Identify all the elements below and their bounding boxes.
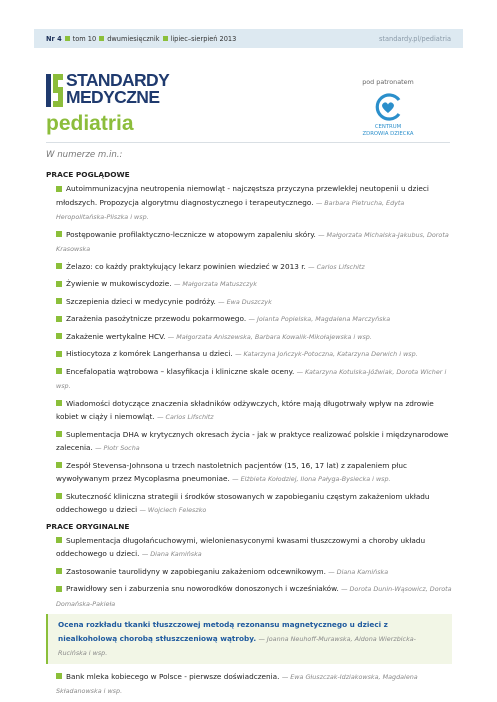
article-authors: — Carlos Lifschitz (308, 262, 365, 271)
logo-wordmark (66, 72, 169, 106)
article-authors: — Małgorzata Michalska-Jakubus, Dorota Krasowska (56, 230, 449, 253)
frequency: dwumiesięcznik (107, 34, 160, 43)
article-title: Wiadomości dotyczące znaczenia składników odżywczych, które mają długotrwały wpływ na zdrowie kobiet w ciąży i niemowląt. (56, 398, 434, 421)
top-bar (34, 29, 463, 48)
article-authors: — Piotr Socha (95, 444, 140, 452)
logo-line-1: STANDARDY (66, 70, 170, 90)
article-authors: — Katarzyna Jończyk-Potoczna, Katarzyna Derwich i wsp. (235, 350, 418, 358)
article-title: Bank mleka kobiecego w Polsce - pierwsze doświadczenia. (66, 671, 280, 681)
journal-subtitle: pediatria (46, 112, 134, 135)
article-title: Suplementacja długołańcuchowymi, wielonienasyconymi kwasami tłuszczowymi a choroby układu oddechowego u dzieci. (56, 535, 426, 558)
volume: tom 10 (72, 34, 97, 43)
article-title: Postępowanie profilaktyczno-lecznicze w atopowym zapaleniu skóry. (66, 229, 316, 239)
section-title: PRACE ORYGINALNE (46, 521, 130, 531)
bullet-square-icon (56, 400, 62, 406)
article-item[interactable] (46, 582, 452, 611)
article-authors: — Joanna Neuhoff-Murawska, Aldona Wierzbicka-Rucińska i wsp. (58, 634, 416, 657)
logo-mark-icon (46, 74, 63, 107)
article-item[interactable] (46, 428, 452, 456)
article-item[interactable] (46, 260, 452, 275)
article-title: Zastosowanie taurolidyny w zapobieganiu zakażeniom odcewnikowym. (66, 566, 326, 576)
heart-logo-icon (373, 92, 403, 122)
bullet-square-icon (56, 186, 62, 192)
bullet-square-icon (56, 351, 62, 357)
article-item[interactable] (46, 295, 452, 310)
article-authors: — Małgorzata Aniszewska, Barbara Kowalik-Mikołajewska i wsp. (167, 332, 372, 341)
article-authors: — Carlos Lifschitz (157, 413, 214, 421)
article-authors: — Dorota Dunin-Wąsowicz, Dorota Domańska-Pakieła (56, 585, 452, 608)
bullet-square-icon (56, 333, 62, 339)
bullet-square-icon (56, 462, 62, 468)
article-title: Skuteczność kliniczna strategii i środków stosowanych w zapobieganiu częstym zakażeniom układu oddechowego u dzieci (56, 491, 430, 514)
article-item[interactable] (46, 397, 452, 425)
standardy-medyczne-logo (46, 72, 196, 110)
bullet-square-icon (56, 673, 62, 679)
article-authors: — Ewa Duszczyk (218, 297, 272, 306)
article-item[interactable] (46, 534, 452, 562)
article-title: Encefalopatia wątrobowa – klasyfikacja i kliniczne skale oceny. (66, 366, 295, 376)
article-title: Ocena rozkładu tkanki tłuszczowej metodą rezonansu magnetycznego u dzieci z niealkoholową chorobą stłuszczeniową wątroby. (58, 620, 388, 643)
bullet-square-icon (56, 368, 62, 374)
article-title: Zespół Stevensa-Johnsona u trzech nastoletnich pacjentów (15, 16, 17 lat) z zapaleniem płuc wywoływanym przez Mycoplasma pneumoniae. (56, 460, 408, 483)
article-item[interactable] (46, 365, 452, 394)
article-title: Żywienie w mukowiscydozie. (66, 279, 172, 288)
header-divider (46, 142, 450, 143)
featured-article[interactable] (46, 614, 452, 664)
bullet-square-icon (56, 586, 62, 592)
article-authors: — Wojciech Feleszko (139, 506, 207, 514)
separator-square-icon (163, 36, 168, 41)
logo-line-2: MEDYCZNE (66, 87, 160, 107)
article-title: Suplementacja DHA w krytycznych okresach życia - jak w praktyce realizować polskie i międzynarodowe zalecenia. (56, 429, 449, 452)
article-authors: — Ewa Głuszczak-Idziakowska, Magdalena Składanowska i wsp. (56, 672, 418, 695)
bullet-square-icon (56, 493, 62, 499)
bullet-square-icon (56, 316, 62, 322)
article-item[interactable] (46, 459, 452, 487)
article-authors: — Elżbieta Kołodziej, Ilona Pałyga-Bysiecka i wsp. (232, 475, 391, 483)
article-item[interactable] (46, 490, 452, 518)
article-title: Histiocytoza z komórek Langerhansa u dzieci. (66, 349, 233, 358)
article-title: Prawidłowy sen i zaburzenia snu noworodków donoszonych i wcześniaków. (66, 584, 339, 593)
separator-square-icon (99, 36, 104, 41)
patronage-box (356, 78, 420, 138)
patronage-org-line-1: CENTRUM (374, 124, 402, 130)
article-authors: — Diana Kamińska (328, 567, 389, 576)
article-title: Żelazo: co każdy praktykujący lekarz powinien wiedzieć w 2013 r. (66, 261, 306, 271)
article-item[interactable] (46, 347, 452, 362)
bullet-square-icon (56, 568, 62, 574)
article-item[interactable] (46, 670, 452, 699)
issue-number: Nr 4 (46, 34, 62, 43)
sections-container (46, 170, 452, 699)
patronage-org-line-2: ZDROWIA DZIECKA (362, 131, 414, 137)
table-of-contents (46, 150, 452, 702)
article-item[interactable] (46, 277, 452, 292)
issue-date: lipiec–sierpień 2013 (170, 34, 237, 43)
article-item[interactable] (46, 182, 452, 225)
article-authors: — Diana Kamińska (141, 550, 202, 558)
article-item[interactable] (46, 228, 452, 257)
bullet-square-icon (56, 281, 62, 287)
article-title: Zarażenia pasożytnicze przewodu pokarmowego. (66, 314, 247, 323)
article-title: Autoimmunizacyjna neutropenia niemowląt - najczęstsza przyczyna przewlekłej neutopenii u dzieci młodszych. Propozycja algorytmu diagnostycznego i terapeutycznego. (56, 184, 429, 207)
bullet-square-icon (56, 263, 62, 269)
separator-square-icon (65, 36, 70, 41)
bullet-square-icon (56, 431, 62, 437)
bullet-square-icon (56, 537, 62, 543)
site-link[interactable]: standardy.pl/pediatria (378, 34, 451, 43)
article-item[interactable] (46, 565, 452, 580)
article-authors: — Małgorzata Matuszczyk (173, 280, 257, 288)
article-title: Szczepienia dzieci w medycynie podróży. (66, 296, 216, 306)
article-authors: — Katarzyna Kotulska-Jóźwiak, Dorota Wicher i wsp. (56, 367, 447, 390)
section-title: PRACE POGLĄDOWE (46, 170, 130, 179)
article-item[interactable] (46, 312, 452, 327)
bullet-square-icon (56, 231, 62, 237)
article-item[interactable] (46, 330, 452, 345)
bullet-square-icon (56, 298, 62, 304)
patronage-caption: pod patronatem (362, 78, 414, 86)
intro-text: W numerze m.in.: (46, 150, 123, 160)
article-authors: — Jolanta Popielska, Magdalena Marczyńska (248, 315, 391, 323)
article-authors: — Barbara Pietrucha, Edyta Heropolitańska-Pliszka i wsp. (56, 198, 405, 221)
article-title: Zakażenie wertykalne HCV. (66, 331, 166, 341)
